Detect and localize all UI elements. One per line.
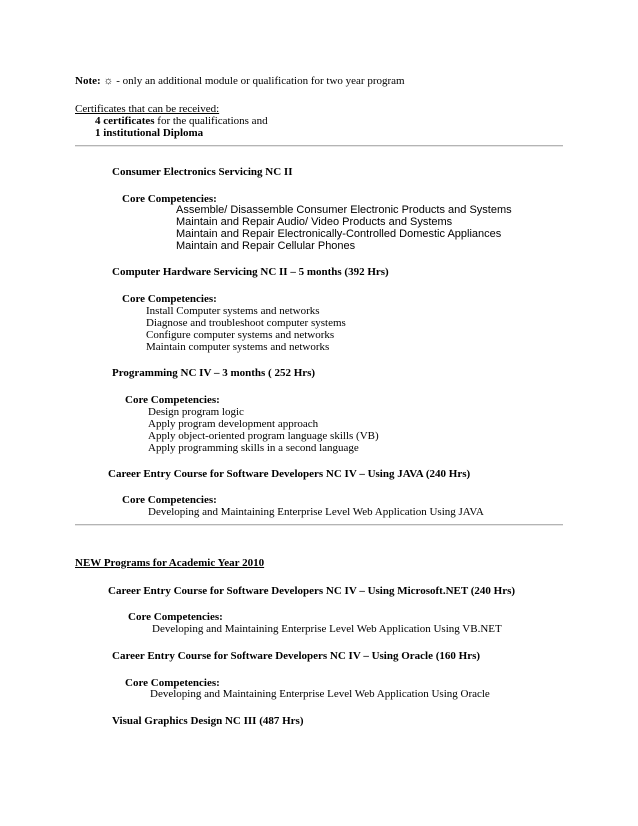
core-competencies-label: Core Competencies: (125, 677, 220, 689)
competency-item: Maintain and Repair Audio/ Video Products and Systems (176, 216, 453, 228)
sun-icon: ☼ (103, 75, 114, 87)
note-line (75, 75, 405, 88)
competency-item: Apply programming skills in a second language (148, 442, 359, 454)
certificates-heading: Certificates that can be received: (75, 103, 220, 115)
core-competencies-label: Core Competencies: (122, 494, 217, 506)
core-competencies-label: Core Competencies: (128, 611, 223, 623)
competency-item: Diagnose and troubleshoot computer systems (146, 317, 346, 329)
competency-item: Assemble/ Disassemble Consumer Electronic Products and Systems (176, 204, 512, 216)
competency-item: Developing and Maintaining Enterprise Level Web Application Using VB.NET (152, 623, 502, 635)
program-title: Career Entry Course for Software Developers NC IV – Using Microsoft.NET (240 Hrs) (108, 585, 516, 597)
program-title: Career Entry Course for Software Developers NC IV – Using JAVA (240 Hrs) (108, 468, 471, 480)
program-title: Consumer Electronics Servicing NC II (112, 166, 293, 178)
new-programs-heading: NEW Programs for Academic Year 2010 (75, 557, 265, 569)
core-competencies-label: Core Competencies: (122, 293, 217, 305)
program-title: Career Entry Course for Software Developers NC IV – Using Oracle (160 Hrs) (112, 650, 481, 662)
competency-item: Apply object-oriented program language skills (VB) (148, 430, 379, 442)
competency-item: Maintain and Repair Electronically-Controlled Domestic Appliances (176, 228, 502, 240)
note-label: Note: (75, 75, 101, 87)
competency-item: Apply program development approach (148, 418, 319, 430)
divider (75, 145, 563, 147)
competency-item: Design program logic (148, 406, 244, 418)
competency-item: Developing and Maintaining Enterprise Level Web Application Using Oracle (150, 688, 490, 700)
program-title: Visual Graphics Design NC III (487 Hrs) (112, 715, 304, 727)
core-competencies-label: Core Competencies: (122, 193, 217, 205)
competency-item: Maintain and Repair Cellular Phones (176, 240, 356, 252)
diploma-line: 1 institutional Diploma (95, 127, 204, 139)
certificates-line-1-rest: for the qualifications and (154, 115, 268, 127)
core-competencies-label: Core Competencies: (125, 394, 220, 406)
program-title: Programming NC IV – 3 months ( 252 Hrs) (112, 367, 316, 379)
divider (75, 524, 563, 526)
competency-item: Configure computer systems and networks (146, 329, 335, 341)
competency-item: Developing and Maintaining Enterprise Level Web Application Using JAVA (148, 506, 484, 518)
note-text: - only an additional module or qualification for two year program (113, 75, 405, 87)
certificates-count: 4 certificates (95, 115, 155, 127)
competency-item: Install Computer systems and networks (146, 305, 320, 317)
competency-item: Maintain computer systems and networks (146, 341, 330, 353)
program-title: Computer Hardware Servicing NC II – 5 months (392 Hrs) (112, 266, 389, 278)
